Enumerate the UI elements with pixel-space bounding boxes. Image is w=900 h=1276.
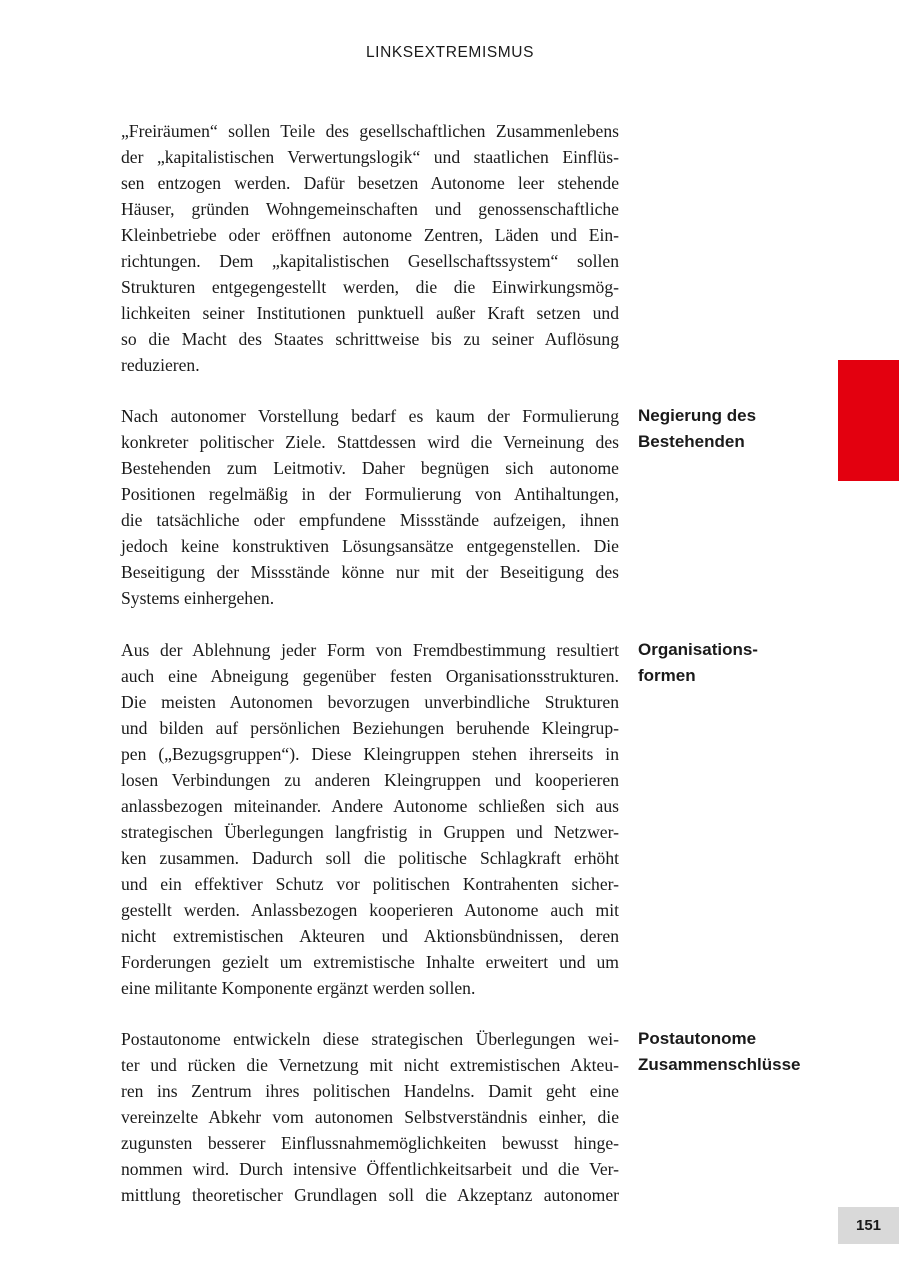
text-line: eine militante Komponente ergänzt werden sollen. [121,978,476,998]
marginal-note-line: Postautonome [638,1029,757,1048]
text-line: nommen wird. Durch intensive Öffentlichkeitsarbeit und die Ver- [121,1159,619,1179]
text-line: Systems einhergehen. [121,588,275,608]
text-line: Forderungen gezielt um extremistische Inhalte erweitert und um [121,952,619,972]
text-line: der „kapitalistischen Verwertungslogik“ und staatlichen Einflüs- [121,147,619,167]
text-line: losen Verbindungen zu anderen Kleingruppen und kooperieren [121,770,619,790]
text-line: Postautonome entwickeln diese strategischen Überlegungen wei- [121,1029,619,1049]
text-line: strategischen Überlegungen langfristig in Gruppen und Netzwer- [121,822,619,842]
marginal-note-organisationsformen [638,637,818,689]
text-line: ter und rücken die Vernetzung mit nicht extremistischen Akteu- [121,1055,619,1075]
text-line: gestellt werden. Anlassbezogen kooperieren Autonome auch mit [121,900,619,920]
text-line: Nach autonomer Vorstellung bedarf es kaum der Formulierung [121,406,619,426]
text-line: nicht extremistischen Akteuren und Aktionsbündnissen, deren [121,926,619,946]
text-line: jedoch keine konstruktiven Lösungsansätze entgegenstellen. Die [121,536,619,556]
running-head-title: LINKSEXTREMISMUS [365,44,535,61]
body-paragraph-3 [121,637,619,1001]
text-line: pen („Bezugsgruppen“). Diese Kleingruppen stehen ihrerseits in [121,744,619,764]
text-line: auch eine Abneigung gegenüber festen Organisationsstrukturen. [121,666,619,686]
text-line: Kleinbetriebe oder eröffnen autonome Zentren, Läden und Ein- [121,225,619,245]
body-paragraph-1 [121,118,619,378]
chapter-thumb-tab [838,360,899,481]
text-line: die tatsächliche oder empfundene Missstände aufzeigen, ihnen [121,510,619,530]
text-line: sen entzogen werden. Dafür besetzen Autonome leer stehende [121,173,619,193]
text-line: reduzieren. [121,355,200,375]
text-line: Häuser, gründen Wohngemeinschaften und genossenschaftliche [121,199,619,219]
text-line: mittlung theoretischer Grundlagen soll die Akzeptanz autonomer [121,1185,619,1205]
text-line: vereinzelte Abkehr vom autonomen Selbstverständnis einher, die [121,1107,619,1127]
marginal-note-line: Zusammenschlüsse [638,1055,801,1074]
marginal-note-negierung [638,403,818,455]
marginal-note-line: formen [638,666,696,685]
text-line: „Freiräumen“ sollen Teile des gesellschaftlichen Zusammenlebens [121,121,619,141]
text-line: Aus der Ablehnung jeder Form von Fremdbestimmung resultiert [121,640,619,660]
body-paragraph-2 [121,403,619,611]
text-line: konkreter politischer Ziele. Stattdessen wird die Verneinung des [121,432,619,452]
text-line: Strukturen entgegengestellt werden, die die Einwirkungsmög- [121,277,619,297]
text-line: lichkeiten seiner Institutionen punktuell außer Kraft setzen und [121,303,619,323]
text-line: und ein effektiver Schutz vor politischen Kontrahenten sicher- [121,874,619,894]
body-paragraph-4 [121,1026,619,1208]
text-line: Positionen regelmäßig in der Formulierung von Antihaltungen, [121,484,619,504]
marginal-note-line: Organisations- [638,640,758,659]
text-line: richtungen. Dem „kapitalistischen Gesellschaftssystem“ sollen [121,251,619,271]
page-number: 151 [838,1207,899,1244]
text-line: anlassbezogen miteinander. Andere Autonome schließen sich aus [121,796,619,816]
text-line: Beseitigung der Missstände könne nur mit der Beseitigung des [121,562,619,582]
marginal-note-line: Negierung des [638,406,757,425]
marginal-note-postautonome [638,1026,818,1078]
text-line: Die meisten Autonomen bevorzugen unverbindliche Strukturen [121,692,619,712]
text-line: zugunsten besserer Einflussnahmemöglichkeiten bewusst hinge- [121,1133,619,1153]
text-line: ken zusammen. Dadurch soll die politische Schlagkraft erhöht [121,848,619,868]
text-line: ren ins Zentrum ihres politischen Handelns. Damit geht eine [121,1081,619,1101]
text-line: und bilden auf persönlichen Beziehungen beruhende Kleingrup- [121,718,619,738]
text-line: so die Macht des Staates schrittweise bis zu seiner Auflösung [121,329,619,349]
marginal-note-line: Bestehenden [638,432,745,451]
text-line: Bestehenden zum Leitmotiv. Daher begnügen sich autonome [121,458,619,478]
